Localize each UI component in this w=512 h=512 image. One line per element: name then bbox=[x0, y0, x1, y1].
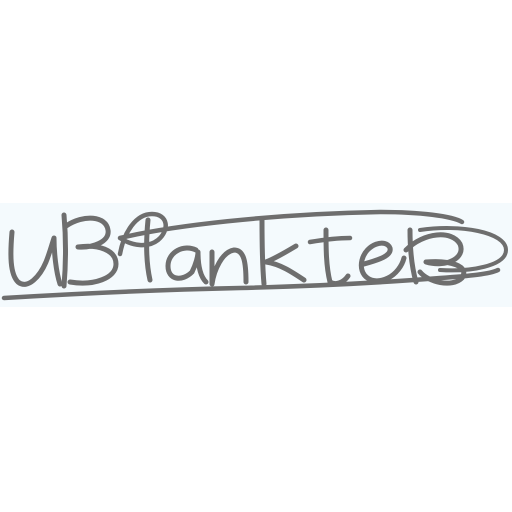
stroke-letter-u bbox=[11, 232, 60, 284]
stroke-letter-b-bowls bbox=[66, 218, 116, 283]
stroke-letter-t-cross bbox=[310, 238, 350, 242]
stroke-letter-k-arm bbox=[266, 246, 304, 280]
stroke-letter-n bbox=[212, 250, 246, 284]
stroke-letter-a bbox=[168, 248, 206, 282]
stroke-letter-e bbox=[361, 243, 404, 281]
stroke-letter-l bbox=[147, 220, 150, 280]
signature-strokes bbox=[4, 212, 506, 298]
stroke-letter-k bbox=[262, 220, 264, 284]
